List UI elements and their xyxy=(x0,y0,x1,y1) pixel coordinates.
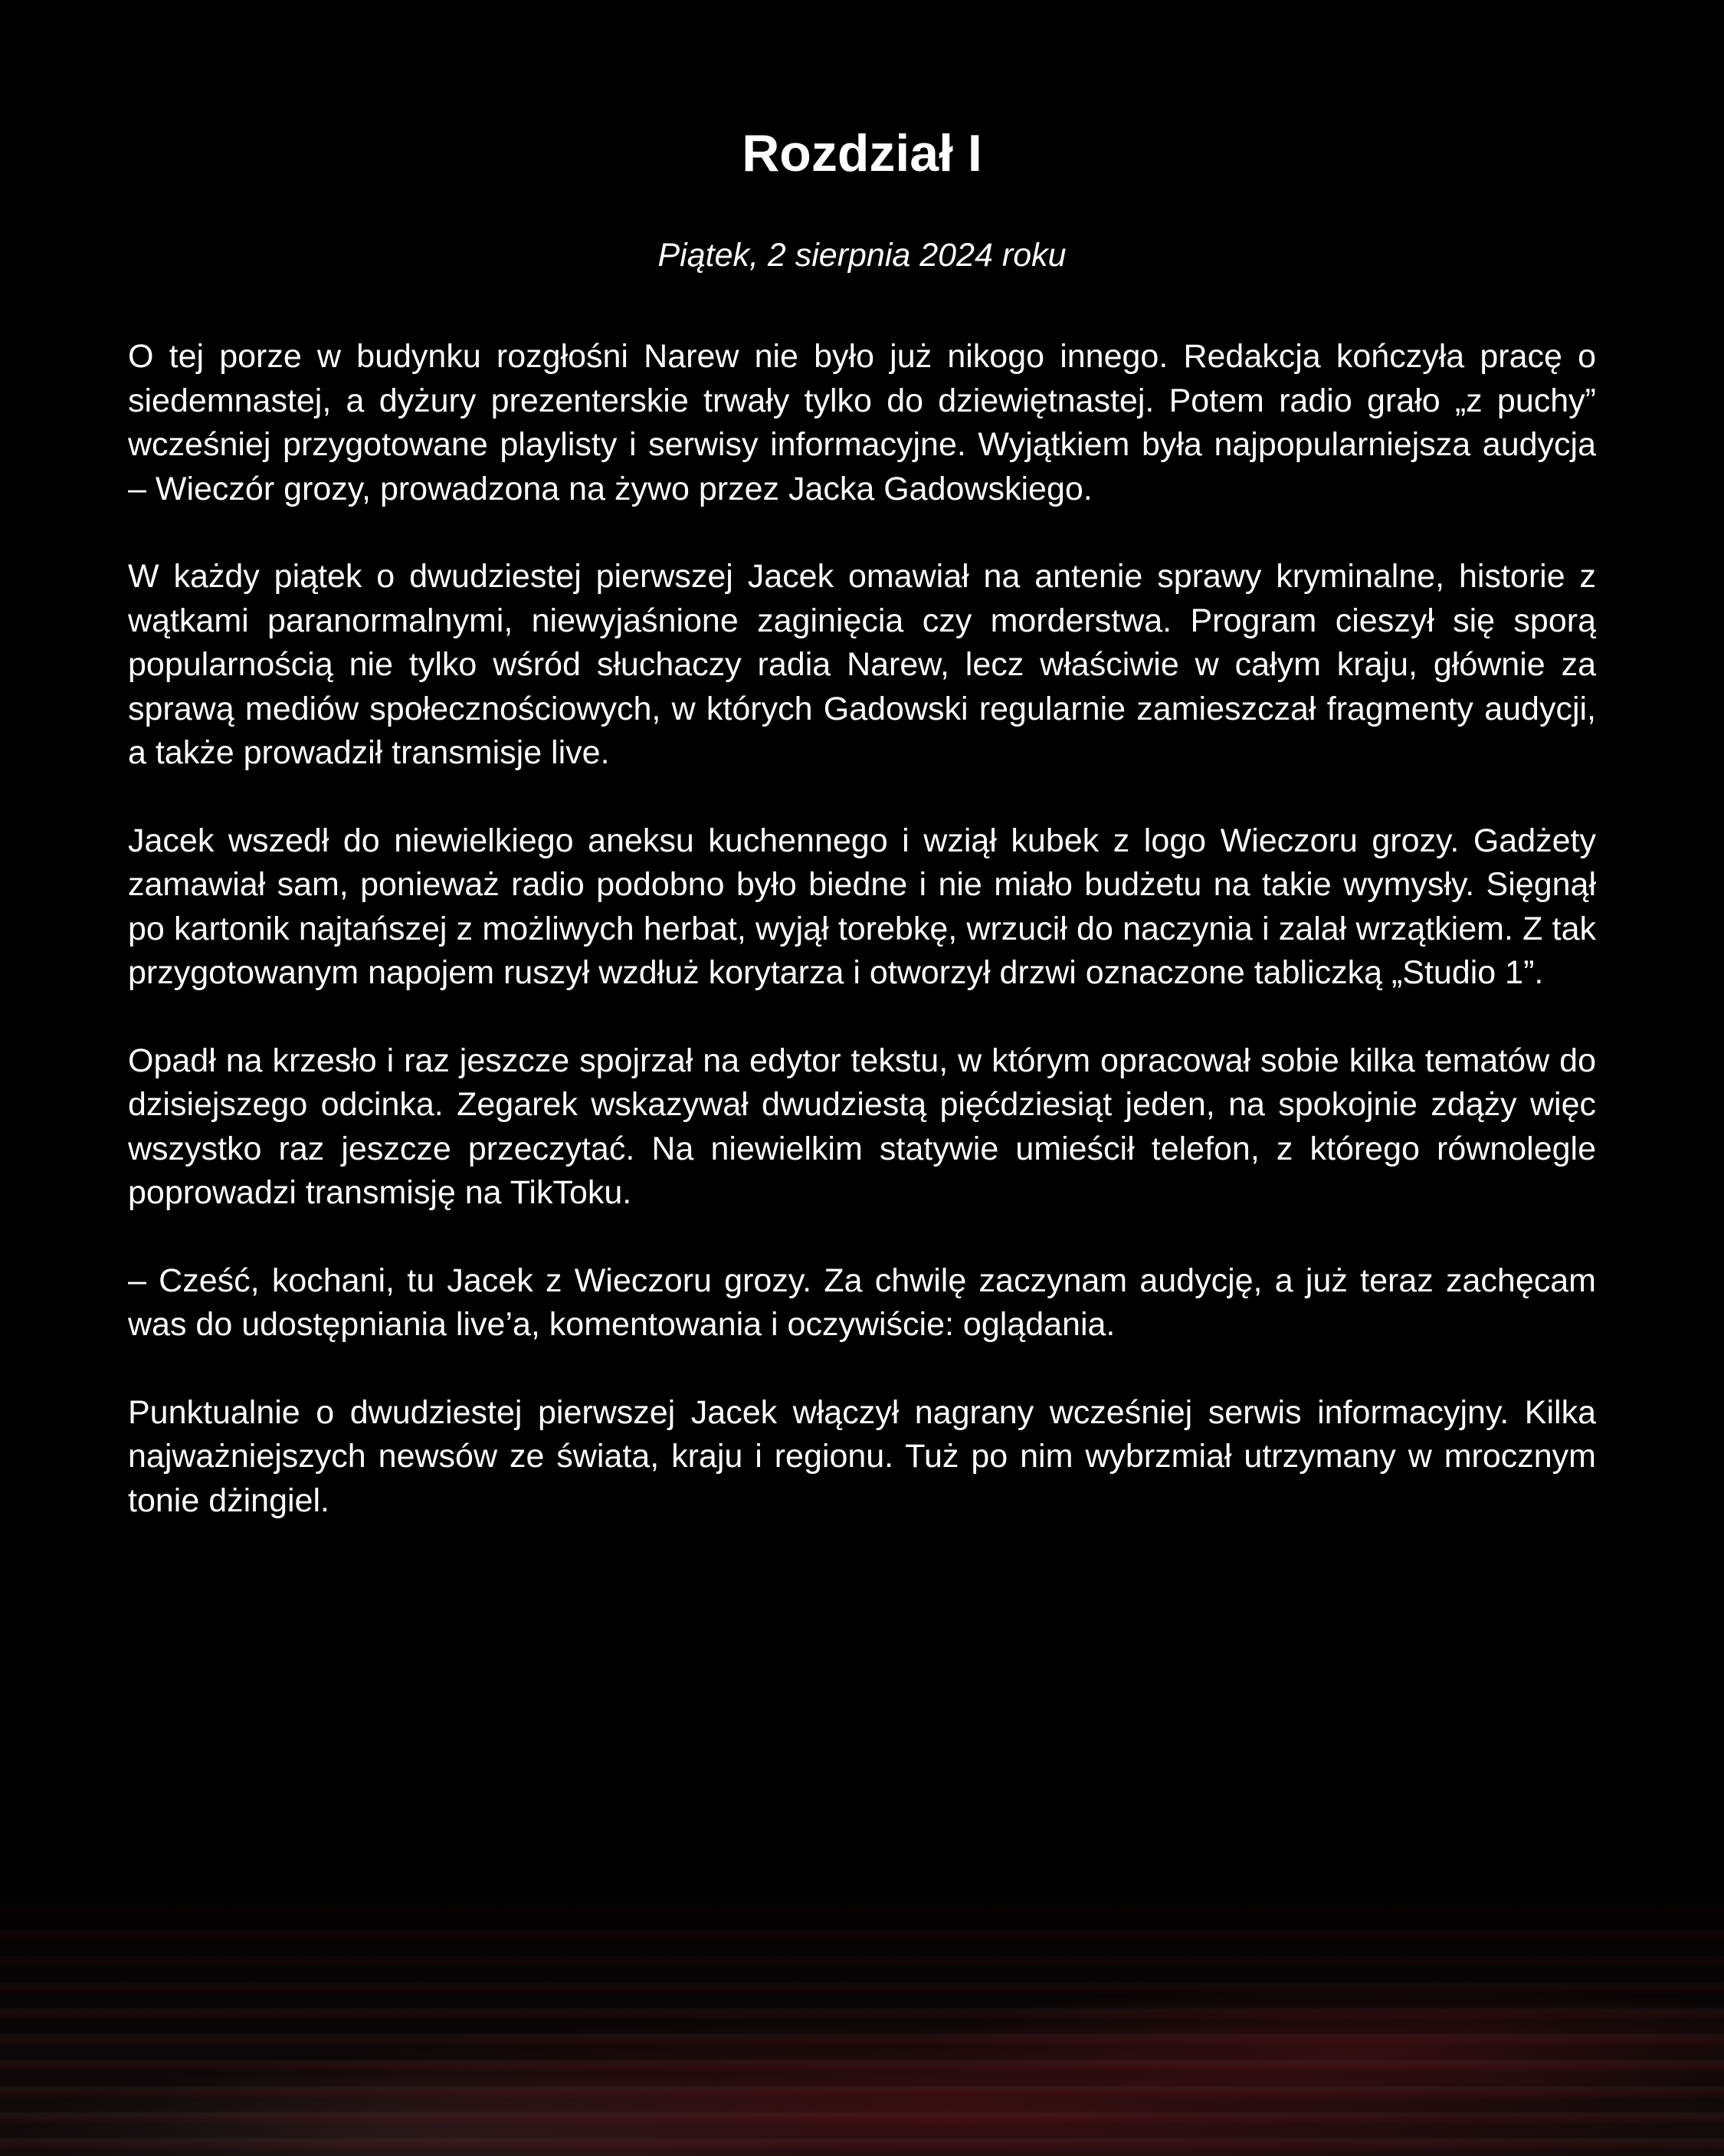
paragraph-1: O tej porze w budynku rozgłośni Narew nie było już nikogo innego. Redakcja kończyła pracę o siedemnastej, a dyżury prezenterskie trwały tylko do dziewiętnastej. Potem radio grało „z puchy” wcześniej przygotowane playlisty i serwisy informacyjne. Wyjątkiem była najpopularniejsza audycja – Wieczór grozy, prowadzona na żywo przez Jacka Gadowskiego. xyxy=(128,338,1596,507)
paragraph-3: Jacek wszedł do niewielkiego aneksu kuchennego i wziął kubek z logo Wieczoru grozy. Gadżety zamawiał sam, ponieważ radio podobno było biedne i nie miało budżetu na takie wymysły. Sięgnął po kartonik najtańszej z możliwych herbat, wyjął torebkę, wrzucił do naczynia i zalał wrzątkiem. Z tak przygotowanym napojem ruszył wzdłuż korytarza i otworzył drzwi oznaczone tabliczką „Studio 1”. xyxy=(128,822,1596,992)
background-motion-streaks xyxy=(0,1865,1724,2156)
paragraph-2: W każdy piątek o dwudziestej pierwszej Jacek omawiał na antenie sprawy kryminalne, historie z wątkami paranormalnymi, niewyjaśnione zaginięcia czy morderstwa. Program cieszył się sporą popularnością nie tylko wśród słuchaczy radia Narew, lecz właściwie w całym kraju, głównie za sprawą mediów społecznościowych, w których Gadowski regularnie zamieszczał fragmenty audycji, a także prowadził transmisje live. xyxy=(128,558,1596,772)
paragraph-5-dialogue: – Cześć, kochani, tu Jacek z Wieczoru grozy. Za chwilę zaczynam audycję, a już teraz zachęcam was do udostępniania live’a, komentowania i oczywiście: oglądania. xyxy=(128,1262,1596,1344)
chapter-title: Rozdział I xyxy=(742,124,982,182)
background-red-glow xyxy=(0,1619,1724,2156)
paragraph-6: Punktualnie o dwudziestej pierwszej Jacek włączył nagrany wcześniej serwis informacyjny. Kilka najważniejszych newsów ze świata, kraju i regionu. Tuż po nim wybrzmiał utrzymany w mrocznym tonie dżingiel. xyxy=(128,1393,1596,1519)
chapter-date: Piątek, 2 sierpnia 2024 roku xyxy=(657,236,1067,274)
book-page xyxy=(128,123,1596,1567)
paragraph-4: Opadł na krzesło i raz jeszcze spojrzał na edytor tekstu, w którym opracował sobie kilka tematów do dzisiejszego odcinka. Zegarek wskazywał dwudziestą pięćdziesiąt jeden, na spokojnie zdąży więc wszystko raz jeszcze przeczytać. Na niewielkim statywie umieścił telefon, z którego równolegle poprowadzi transmisję na TikToku. xyxy=(128,1042,1596,1212)
